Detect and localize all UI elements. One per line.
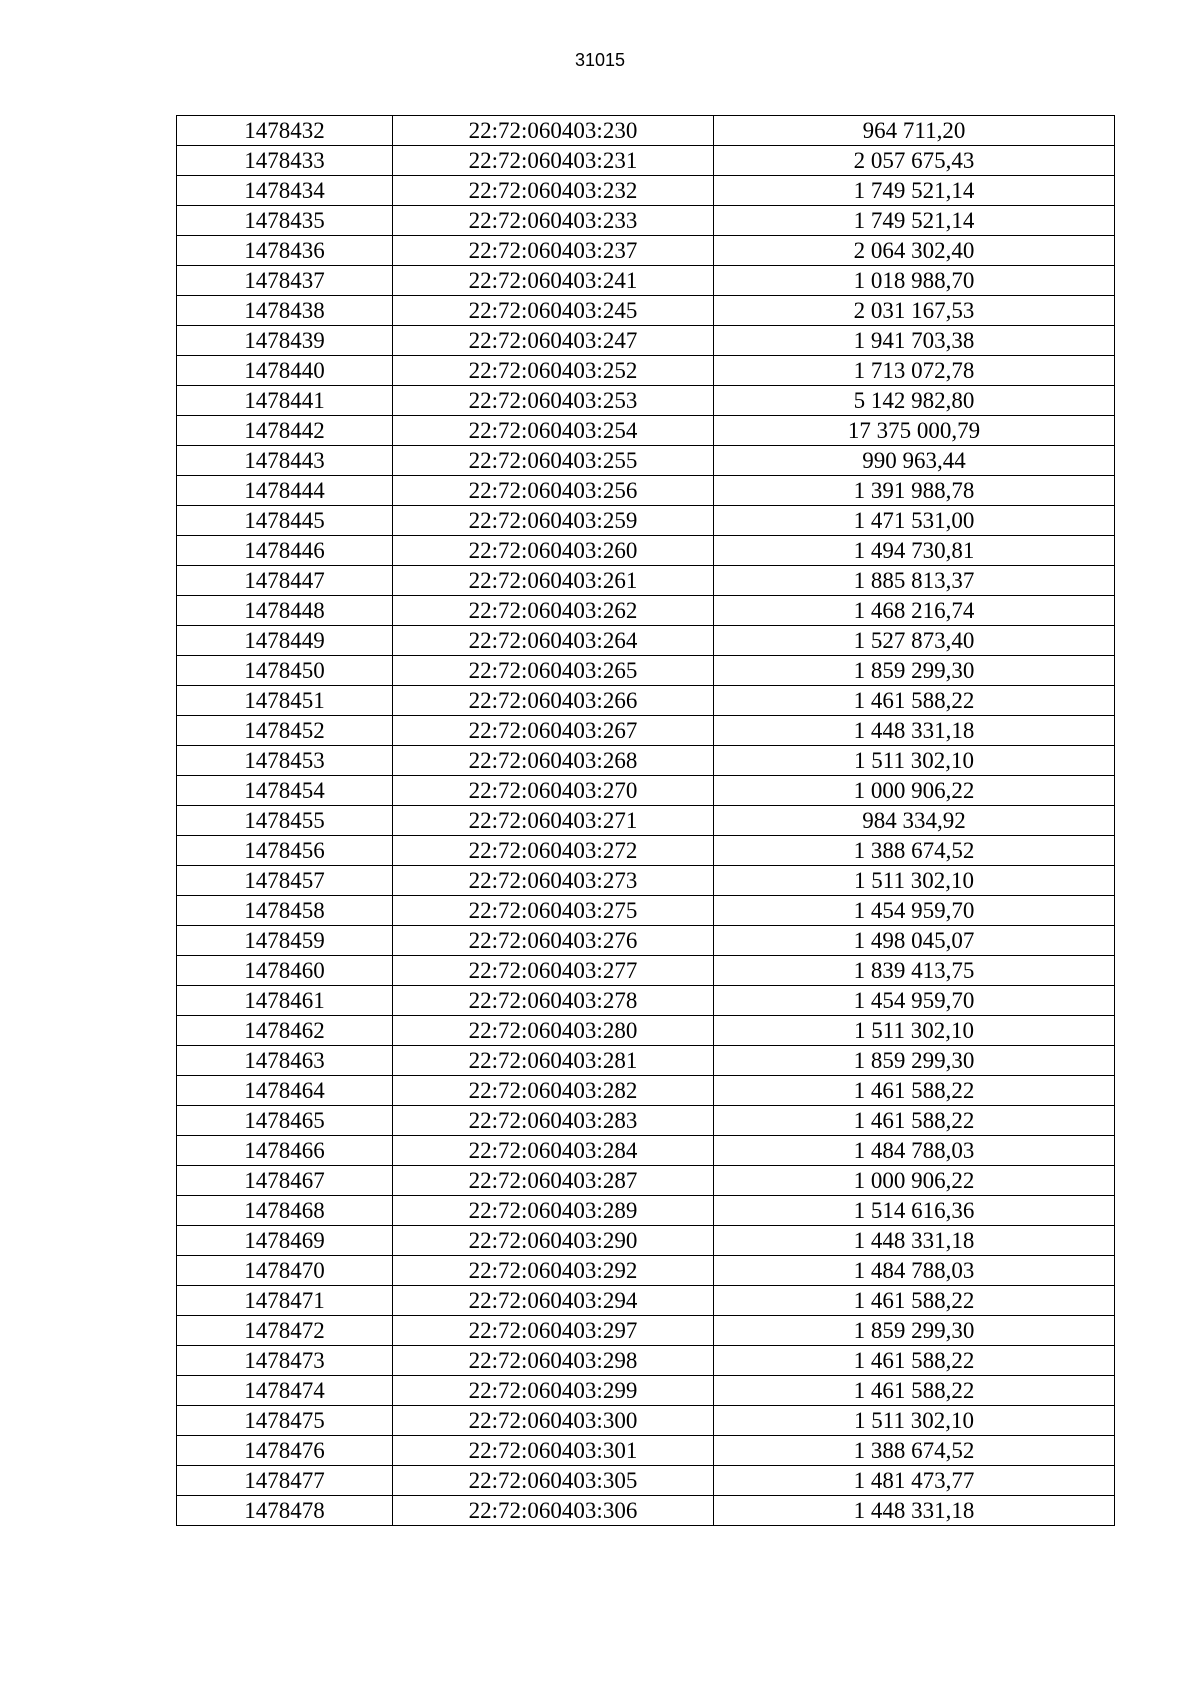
cadastral-number-cell: 22:72:060403:255	[393, 446, 714, 476]
table-row	[177, 926, 1115, 956]
cadastral-value-cell: 1 388 674,52	[714, 836, 1115, 866]
table-row	[177, 236, 1115, 266]
row-number-cell: 1478443	[177, 446, 393, 476]
cadastral-number-cell: 22:72:060403:253	[393, 386, 714, 416]
table-row	[177, 506, 1115, 536]
row-number-cell: 1478435	[177, 206, 393, 236]
table-row	[177, 1376, 1115, 1406]
cadastral-value-cell: 1 388 674,52	[714, 1436, 1115, 1466]
cadastral-value-cell: 1 461 588,22	[714, 1076, 1115, 1106]
cadastral-number-cell: 22:72:060403:271	[393, 806, 714, 836]
cadastral-number-cell: 22:72:060403:262	[393, 596, 714, 626]
cadastral-number-cell: 22:72:060403:252	[393, 356, 714, 386]
table-row	[177, 656, 1115, 686]
row-number-cell: 1478444	[177, 476, 393, 506]
row-number-cell: 1478462	[177, 1016, 393, 1046]
table-row	[177, 1016, 1115, 1046]
cadastral-value-cell: 1 461 588,22	[714, 686, 1115, 716]
cadastral-value-cell: 1 749 521,14	[714, 176, 1115, 206]
cadastral-value-cell: 1 839 413,75	[714, 956, 1115, 986]
cadastral-value-cell: 2 064 302,40	[714, 236, 1115, 266]
cadastral-value-cell: 1 448 331,18	[714, 1496, 1115, 1526]
table-row	[177, 956, 1115, 986]
page-number: 31015	[574, 50, 626, 70]
cadastral-value-cell: 1 514 616,36	[714, 1196, 1115, 1226]
cadastral-number-cell: 22:72:060403:259	[393, 506, 714, 536]
cadastral-number-cell: 22:72:060403:270	[393, 776, 714, 806]
cadastral-value-cell: 1 461 588,22	[714, 1286, 1115, 1316]
row-number-cell: 1478449	[177, 626, 393, 656]
cadastral-number-cell: 22:72:060403:260	[393, 536, 714, 566]
cadastral-value-cell: 1 885 813,37	[714, 566, 1115, 596]
cadastral-number-cell: 22:72:060403:275	[393, 896, 714, 926]
row-number-cell: 1478464	[177, 1076, 393, 1106]
cadastral-value-cell: 1 454 959,70	[714, 986, 1115, 1016]
cadastral-value-cell: 2 031 167,53	[714, 296, 1115, 326]
row-number-cell: 1478437	[177, 266, 393, 296]
cadastral-value-cell: 1 454 959,70	[714, 896, 1115, 926]
cadastral-value-cell: 1 941 703,38	[714, 326, 1115, 356]
row-number-cell: 1478471	[177, 1286, 393, 1316]
row-number-cell: 1478433	[177, 146, 393, 176]
row-number-cell: 1478465	[177, 1106, 393, 1136]
table-row	[177, 1046, 1115, 1076]
table-row	[177, 476, 1115, 506]
cadastral-number-cell: 22:72:060403:266	[393, 686, 714, 716]
row-number-cell: 1478447	[177, 566, 393, 596]
table-row	[177, 716, 1115, 746]
cadastral-value-cell: 1 018 988,70	[714, 266, 1115, 296]
cadastral-number-cell: 22:72:060403:306	[393, 1496, 714, 1526]
row-number-cell: 1478466	[177, 1136, 393, 1166]
cadastral-number-cell: 22:72:060403:280	[393, 1016, 714, 1046]
cadastral-value-cell: 990 963,44	[714, 446, 1115, 476]
cadastral-number-cell: 22:72:060403:231	[393, 146, 714, 176]
table-row	[177, 1256, 1115, 1286]
table-row	[177, 1076, 1115, 1106]
row-number-cell: 1478442	[177, 416, 393, 446]
cadastral-value-cell: 1 511 302,10	[714, 866, 1115, 896]
row-number-cell: 1478455	[177, 806, 393, 836]
cadastral-number-cell: 22:72:060403:305	[393, 1466, 714, 1496]
table-row	[177, 1496, 1115, 1526]
table-row	[177, 986, 1115, 1016]
row-number-cell: 1478467	[177, 1166, 393, 1196]
cadastral-number-cell: 22:72:060403:301	[393, 1436, 714, 1466]
table-row	[177, 146, 1115, 176]
cadastral-number-cell: 22:72:060403:247	[393, 326, 714, 356]
cadastral-number-cell: 22:72:060403:294	[393, 1286, 714, 1316]
cadastral-value-cell: 5 142 982,80	[714, 386, 1115, 416]
cadastral-value-cell: 1 859 299,30	[714, 656, 1115, 686]
table-row	[177, 1136, 1115, 1166]
cadastral-number-cell: 22:72:060403:265	[393, 656, 714, 686]
table-row	[177, 776, 1115, 806]
row-number-cell: 1478441	[177, 386, 393, 416]
cadastral-number-cell: 22:72:060403:276	[393, 926, 714, 956]
row-number-cell: 1478436	[177, 236, 393, 266]
table-row	[177, 566, 1115, 596]
table-row	[177, 416, 1115, 446]
cadastral-number-cell: 22:72:060403:272	[393, 836, 714, 866]
row-number-cell: 1478461	[177, 986, 393, 1016]
table-row	[177, 596, 1115, 626]
cadastral-value-cell: 1 511 302,10	[714, 1406, 1115, 1436]
cadastral-value-cell: 1 527 873,40	[714, 626, 1115, 656]
cadastral-number-cell: 22:72:060403:237	[393, 236, 714, 266]
row-number-cell: 1478474	[177, 1376, 393, 1406]
row-number-cell: 1478473	[177, 1346, 393, 1376]
cadastral-number-cell: 22:72:060403:284	[393, 1136, 714, 1166]
table-row	[177, 536, 1115, 566]
cadastral-number-cell: 22:72:060403:278	[393, 986, 714, 1016]
cadastral-value-cell: 1 471 531,00	[714, 506, 1115, 536]
cadastral-number-cell: 22:72:060403:300	[393, 1406, 714, 1436]
table-row	[177, 1346, 1115, 1376]
table-row	[177, 746, 1115, 776]
row-number-cell: 1478445	[177, 506, 393, 536]
cadastral-number-cell: 22:72:060403:254	[393, 416, 714, 446]
row-number-cell: 1478450	[177, 656, 393, 686]
cadastral-number-cell: 22:72:060403:267	[393, 716, 714, 746]
cadastral-number-cell: 22:72:060403:245	[393, 296, 714, 326]
table-row	[177, 1106, 1115, 1136]
cadastral-value-cell: 1 461 588,22	[714, 1106, 1115, 1136]
table-row	[177, 1436, 1115, 1466]
row-number-cell: 1478438	[177, 296, 393, 326]
cadastral-value-cell: 1 468 216,74	[714, 596, 1115, 626]
row-number-cell: 1478456	[177, 836, 393, 866]
table-row	[177, 206, 1115, 236]
row-number-cell: 1478434	[177, 176, 393, 206]
cadastral-number-cell: 22:72:060403:232	[393, 176, 714, 206]
row-number-cell: 1478470	[177, 1256, 393, 1286]
table-row	[177, 176, 1115, 206]
cadastral-number-cell: 22:72:060403:261	[393, 566, 714, 596]
cadastral-number-cell: 22:72:060403:256	[393, 476, 714, 506]
row-number-cell: 1478453	[177, 746, 393, 776]
table-row	[177, 326, 1115, 356]
cadastral-value-cell: 1 494 730,81	[714, 536, 1115, 566]
row-number-cell: 1478440	[177, 356, 393, 386]
table-row	[177, 1466, 1115, 1496]
cadastral-number-cell: 22:72:060403:299	[393, 1376, 714, 1406]
table-row	[177, 1166, 1115, 1196]
table-row	[177, 296, 1115, 326]
cadastral-number-cell: 22:72:060403:241	[393, 266, 714, 296]
cadastral-number-cell: 22:72:060403:298	[393, 1346, 714, 1376]
row-number-cell: 1478432	[177, 116, 393, 146]
cadastral-number-cell: 22:72:060403:282	[393, 1076, 714, 1106]
row-number-cell: 1478463	[177, 1046, 393, 1076]
cadastral-value-cell: 1 498 045,07	[714, 926, 1115, 956]
table-row	[177, 116, 1115, 146]
row-number-cell: 1478468	[177, 1196, 393, 1226]
cadastral-value-cell: 1 000 906,22	[714, 776, 1115, 806]
cadastral-value-cell: 984 334,92	[714, 806, 1115, 836]
cadastral-number-cell: 22:72:060403:264	[393, 626, 714, 656]
cadastral-number-cell: 22:72:060403:297	[393, 1316, 714, 1346]
row-number-cell: 1478446	[177, 536, 393, 566]
table-row	[177, 1316, 1115, 1346]
table-row	[177, 836, 1115, 866]
table-row	[177, 446, 1115, 476]
cadastral-value-cell: 1 484 788,03	[714, 1136, 1115, 1166]
table-row	[177, 1196, 1115, 1226]
row-number-cell: 1478451	[177, 686, 393, 716]
row-number-cell: 1478478	[177, 1496, 393, 1526]
cadastral-number-cell: 22:72:060403:273	[393, 866, 714, 896]
cadastral-number-cell: 22:72:060403:292	[393, 1256, 714, 1286]
cadastral-number-cell: 22:72:060403:290	[393, 1226, 714, 1256]
cadastral-value-cell: 1 484 788,03	[714, 1256, 1115, 1286]
cadastral-value-cell: 1 461 588,22	[714, 1376, 1115, 1406]
cadastral-value-cell: 1 511 302,10	[714, 746, 1115, 776]
table-row	[177, 626, 1115, 656]
table-row	[177, 1286, 1115, 1316]
cadastral-value-cell: 964 711,20	[714, 116, 1115, 146]
table-row	[177, 806, 1115, 836]
table-row	[177, 1226, 1115, 1256]
cadastral-number-cell: 22:72:060403:230	[393, 116, 714, 146]
cadastral-value-cell: 1 511 302,10	[714, 1016, 1115, 1046]
cadastral-number-cell: 22:72:060403:281	[393, 1046, 714, 1076]
cadastral-value-cell: 1 713 072,78	[714, 356, 1115, 386]
row-number-cell: 1478477	[177, 1466, 393, 1496]
cadastral-value-cell: 1 859 299,30	[714, 1046, 1115, 1076]
cadastral-value-cell: 1 448 331,18	[714, 716, 1115, 746]
row-number-cell: 1478457	[177, 866, 393, 896]
cadastral-value-cell: 2 057 675,43	[714, 146, 1115, 176]
cadastral-number-cell: 22:72:060403:287	[393, 1166, 714, 1196]
cadastral-value-cell: 1 481 473,77	[714, 1466, 1115, 1496]
cadastral-number-cell: 22:72:060403:289	[393, 1196, 714, 1226]
row-number-cell: 1478469	[177, 1226, 393, 1256]
row-number-cell: 1478472	[177, 1316, 393, 1346]
cadastral-number-cell: 22:72:060403:277	[393, 956, 714, 986]
table-row	[177, 1406, 1115, 1436]
cadastral-value-cell: 17 375 000,79	[714, 416, 1115, 446]
cadastral-value-cell: 1 391 988,78	[714, 476, 1115, 506]
row-number-cell: 1478476	[177, 1436, 393, 1466]
table-row	[177, 686, 1115, 716]
row-number-cell: 1478439	[177, 326, 393, 356]
row-number-cell: 1478458	[177, 896, 393, 926]
table-row	[177, 866, 1115, 896]
cadastral-value-cell: 1 461 588,22	[714, 1346, 1115, 1376]
table-row	[177, 386, 1115, 416]
table-row	[177, 896, 1115, 926]
row-number-cell: 1478448	[177, 596, 393, 626]
cadastral-value-cell: 1 859 299,30	[714, 1316, 1115, 1346]
cadastral-value-cell: 1 448 331,18	[714, 1226, 1115, 1256]
row-number-cell: 1478452	[177, 716, 393, 746]
cadastral-number-cell: 22:72:060403:268	[393, 746, 714, 776]
row-number-cell: 1478460	[177, 956, 393, 986]
table-row	[177, 356, 1115, 386]
cadastral-number-cell: 22:72:060403:233	[393, 206, 714, 236]
cadastral-value-cell: 1 000 906,22	[714, 1166, 1115, 1196]
row-number-cell: 1478459	[177, 926, 393, 956]
row-number-cell: 1478454	[177, 776, 393, 806]
table-row	[177, 266, 1115, 296]
cadastral-number-cell: 22:72:060403:283	[393, 1106, 714, 1136]
row-number-cell: 1478475	[177, 1406, 393, 1436]
table-body	[177, 116, 1115, 1526]
cadastral-value-table	[176, 115, 1115, 1526]
cadastral-value-cell: 1 749 521,14	[714, 206, 1115, 236]
